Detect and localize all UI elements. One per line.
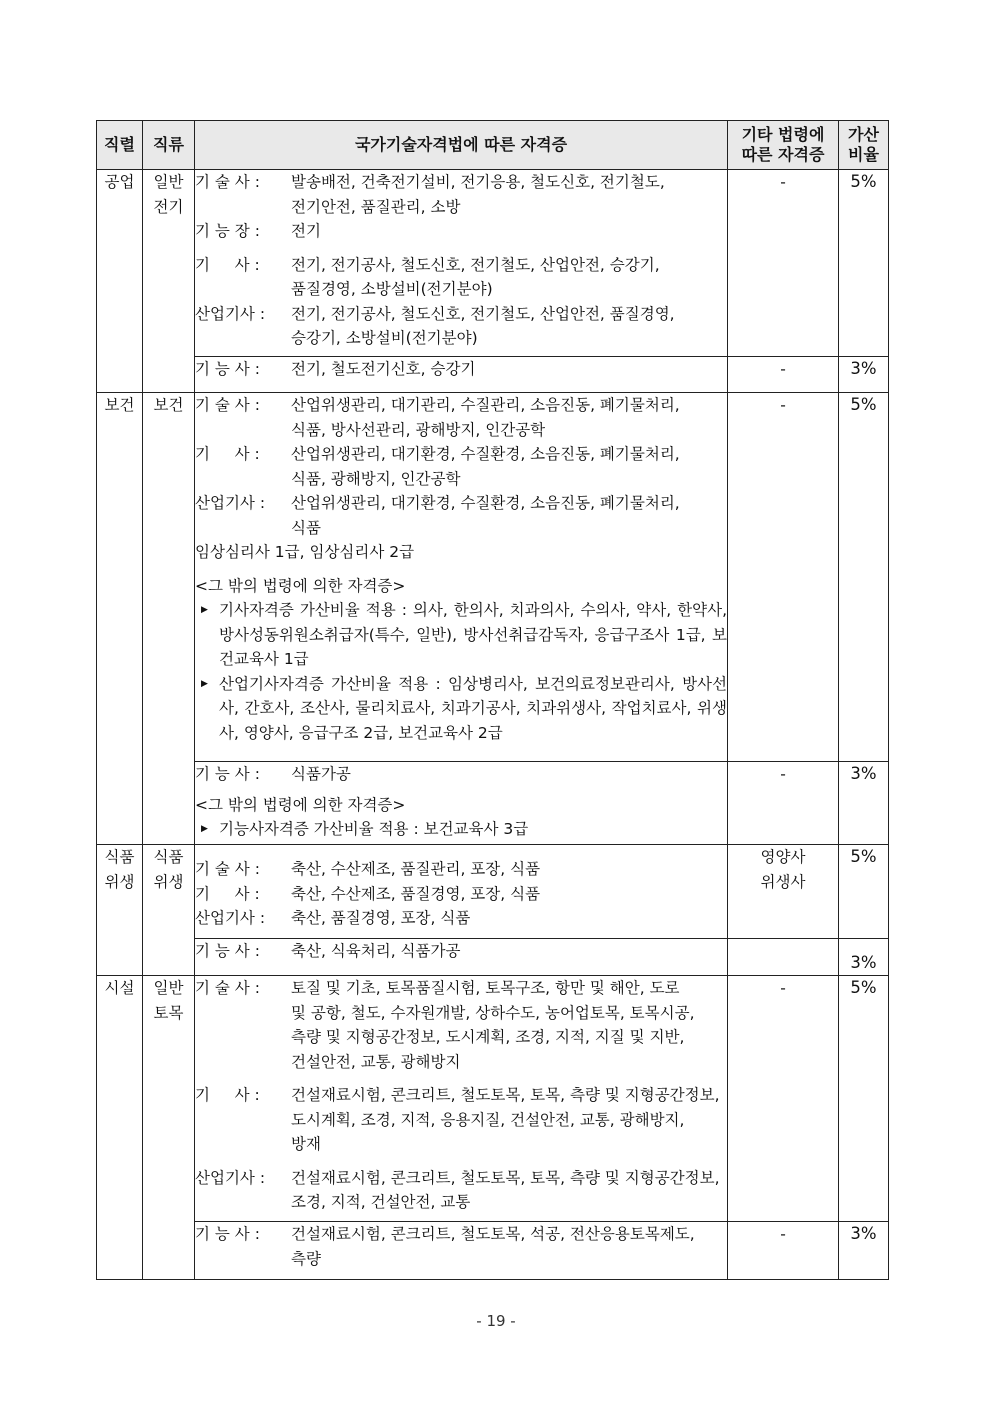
other-law-cell: - (728, 357, 839, 393)
qualification-items: 토질 및 기초, 토목품질시험, 토목구조, 항만 및 해안, 도로 (291, 979, 680, 997)
qualification-items: 건설재료시험, 콘크리트, 철도토목, 토목, 측량 및 지형공간정보, (291, 1168, 720, 1187)
grade-label: 기 술 사 : (195, 979, 260, 997)
grade-label: 산업기사 : (195, 494, 266, 512)
header-row (97, 121, 889, 170)
bullet-triangle-icon: ▶ (201, 824, 208, 834)
subcategory-line2: 위생 (153, 872, 184, 891)
header-rate-line1: 가산 (848, 125, 879, 144)
subcategory-line1: 일반 (153, 173, 184, 191)
qualification-items: 및 공항, 철도, 수자원개발, 상하수도, 농어업토목, 토목시공, (291, 1003, 695, 1022)
category-line1: 식품 (104, 848, 135, 866)
header-rate-line2: 비율 (848, 145, 879, 164)
qualification-items: 산업위생관리, 대기관리, 수질관리, 소음진동, 폐기물처리, (291, 396, 680, 414)
table-row (97, 845, 889, 939)
bullet-triangle-icon: ▶ (201, 678, 208, 689)
grade-label: 기 능 사 : (195, 360, 260, 378)
grade-label: 산업기사 : (195, 909, 266, 927)
qualification-items: 산업위생관리, 대기환경, 수질환경, 소음진동, 폐기물처리, (291, 494, 680, 512)
grade-label: 기 능 사 : (195, 765, 260, 783)
qualification-items: 식품, 방사선관리, 광해방지, 인간공학 (291, 420, 546, 439)
other-law-line2: 위생사 (760, 872, 806, 891)
rate-cell: 3% (839, 939, 889, 976)
other-law-cell (728, 939, 839, 976)
national-cell (195, 976, 728, 1222)
qualification-items: 축산, 수산제조, 품질관리, 포장, 식품 (291, 860, 541, 878)
bullet-text: 산업기사자격증 가산비율 적용 : 임상병리사, 보건의료정보관리사, 방사선사, 간호사, 조산사, 물리치료사, 치과기공사, 치과위생사, 작업치료사, 위생사, 영양사, 응급구조 2급, 보건교육사 2급 (219, 674, 727, 742)
other-law-cell: - (728, 170, 839, 357)
qualification-items: 측량 및 지형공간정보, 도시계획, 조경, 지적, 지질 및 지반, (291, 1028, 685, 1046)
qualification-items: 식품가공 (291, 765, 351, 783)
grade-label: 기 능 사 : (195, 1225, 260, 1243)
grade-label: 기 사 : (195, 884, 260, 903)
qualification-items: 건설안전, 교통, 광해방지 (291, 1052, 461, 1071)
header-rate (839, 121, 889, 170)
other-law-heading: <그 밖의 법령에 의한 자격증> (195, 576, 406, 595)
table-row (97, 1222, 889, 1280)
national-cell (195, 357, 728, 393)
qualification-items: 승강기, 소방설비(전기분야) (291, 329, 478, 347)
national-cell (195, 170, 728, 357)
category-line2: 위생 (104, 872, 135, 891)
clinical-psychologist-line: 임상심리사 1급, 임상심리사 2급 (195, 543, 415, 561)
rate-cell: 3% (839, 762, 889, 845)
other-law-cell: - (728, 1222, 839, 1280)
national-cell (195, 762, 728, 845)
header-national: 국가기술자격법에 따른 자격증 (195, 121, 728, 170)
qualification-items: 전기, 전기공사, 철도신호, 전기철도, 산업안전, 승강기, (291, 255, 660, 274)
rate-cell: 5% (839, 976, 889, 1222)
national-cell (195, 939, 728, 976)
grade-label: 기 사 : (195, 445, 260, 463)
qualification-items: 식품, 광해방지, 인간공학 (291, 469, 461, 488)
qualification-items: 조경, 지적, 건설안전, 교통 (291, 1193, 471, 1211)
subcategory-line2: 전기 (153, 197, 184, 216)
table-row (97, 357, 889, 393)
qualification-items: 전기안전, 품질관리, 소방 (291, 197, 461, 216)
grade-label: 산업기사 : (195, 304, 266, 323)
header-rank: 직렬 (97, 121, 143, 170)
subcategory-cell: 보건 (143, 393, 195, 845)
qualification-items: 도시계획, 조경, 지적, 응용지질, 건설안전, 교통, 광해방지, (291, 1110, 685, 1129)
page-number: - 19 - (476, 1312, 516, 1330)
subcategory-line1: 식품 (153, 848, 184, 866)
grade-label: 기 술 사 : (195, 173, 260, 191)
rate-cell: 5% (839, 170, 889, 357)
category-cell: 공업 (97, 170, 143, 393)
category-cell: 시설 (97, 976, 143, 1280)
grade-label: 기 술 사 : (195, 860, 260, 878)
rate-cell: 5% (839, 845, 889, 939)
grade-label: 산업기사 : (195, 1168, 266, 1187)
category-cell: 보건 (97, 393, 143, 845)
grade-label: 기 사 : (195, 1086, 260, 1104)
national-cell (195, 393, 728, 762)
bullet-triangle-icon: ▶ (201, 605, 208, 615)
header-other-line1: 기타 법령에 (741, 125, 825, 144)
table-row (97, 170, 889, 357)
grade-label: 기 술 사 : (195, 396, 260, 414)
subcategory-cell (143, 845, 195, 976)
qualification-items: 전기, 전기공사, 철도신호, 전기철도, 산업안전, 품질경영, (291, 304, 675, 323)
other-law-cell: - (728, 976, 839, 1222)
rate-cell: 3% (839, 357, 889, 393)
qualification-items: 축산, 식육처리, 식품가공 (291, 942, 461, 960)
rate-cell: 5% (839, 393, 889, 762)
header-other (728, 121, 839, 170)
qualification-items: 전기, 철도전기신호, 승강기 (291, 360, 476, 378)
grade-label: 기 능 장 : (195, 222, 260, 240)
bullet-text: 기능사자격증 가산비율 적용 : 보건교육사 3급 (219, 820, 529, 838)
qualification-items: 축산, 수산제조, 품질경영, 포장, 식품 (291, 884, 541, 903)
national-cell (195, 1222, 728, 1280)
qualification-items: 발송배전, 건축전기설비, 전기응용, 철도신호, 전기철도, (291, 173, 665, 191)
subcategory-line1: 일반 (153, 979, 184, 997)
category-cell (97, 845, 143, 976)
table-row (97, 939, 889, 976)
header-job: 직류 (143, 121, 195, 170)
other-law-cell: - (728, 762, 839, 845)
qualification-items: 축산, 품질경영, 포장, 식품 (291, 909, 471, 927)
qualification-items: 식품 (291, 518, 321, 537)
other-law-cell (728, 845, 839, 939)
national-cell (195, 845, 728, 939)
grade-label: 기 능 사 : (195, 942, 260, 960)
subcategory-line2: 토목 (153, 1003, 184, 1022)
qualification-items: 측량 (291, 1249, 321, 1268)
qualification-items: 방재 (291, 1135, 321, 1153)
table-row (97, 976, 889, 1222)
qualification-items: 산업위생관리, 대기환경, 수질환경, 소음진동, 폐기물처리, (291, 445, 680, 463)
qualification-items: 건설재료시험, 콘크리트, 철도토목, 석공, 전산응용토목제도, (291, 1225, 695, 1243)
table-row (97, 762, 889, 845)
qualification-items: 전기 (291, 222, 321, 240)
other-law-heading: <그 밖의 법령에 의한 자격증> (195, 795, 406, 814)
bullet-text: 기사자격증 가산비율 적용 : 의사, 한의사, 치과의사, 수의사, 약사, 한약사, 방사성동위원소취급자(특수, 일반), 방사선취급감독자, 응급구조사 1급, 보건교육사 1급 (219, 601, 727, 668)
table-row (97, 393, 889, 762)
qualification-items: 건설재료시험, 콘크리트, 철도토목, 토목, 측량 및 지형공간정보, (291, 1086, 720, 1104)
header-other-line2: 따른 자격증 (741, 145, 825, 164)
other-law-line1: 영양사 (760, 848, 806, 866)
qualification-items: 품질경영, 소방설비(전기분야) (291, 280, 493, 298)
qualification-table (96, 120, 889, 1280)
rate-cell: 3% (839, 1222, 889, 1280)
grade-label: 기 사 : (195, 255, 260, 274)
subcategory-cell (143, 170, 195, 393)
subcategory-cell (143, 976, 195, 1280)
other-law-cell: - (728, 393, 839, 762)
